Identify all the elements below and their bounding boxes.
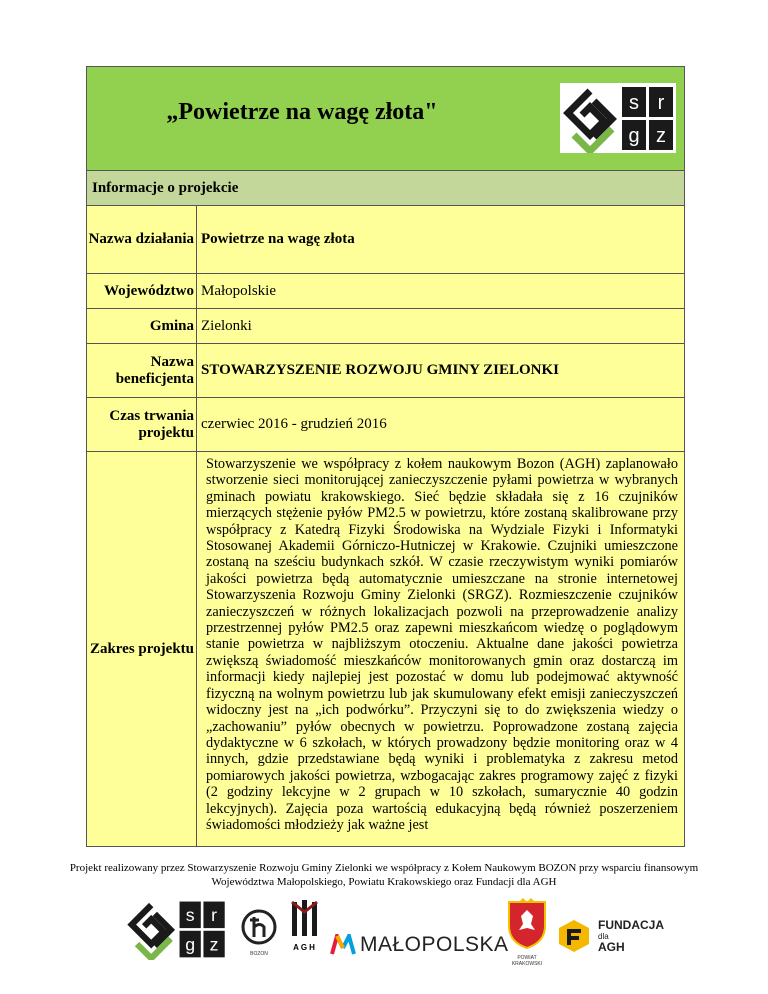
fundacja-line3: AGH: [598, 939, 625, 954]
value-gmina: Zielonki: [197, 309, 685, 344]
value-nazwa-dzialania: Powietrze na wagę złota: [197, 206, 685, 274]
label-czas-trwania: Czas trwania projektu: [87, 398, 197, 452]
footer-text: Projekt realizowany przez Stowarzyszenie Rozwoju Gminy Zielonki we współpracy z Kołem Naukowym BOZON przy wsparciu finansowym Województwa Małopolskiego, Powiatu Krakowskiego oraz Fundacji dla AGH: [69, 862, 699, 888]
scope-text: Stowarzyszenie we współpracy z kołem naukowym Bozon (AGH) zaplanowało stworzenie sieci monitorującej zanieczyszczenie pyłami powietrza w wybranych gminach powiatu krakowskiego. Sieć będzie składała się z 16 czujników mierzących stężenie pyłów PM2.5 w powietrzu, które zostaną skalibrowane przy współpracy z Katedrą Fizyki Środowiska na Wydziale Fizyki i Informatyki Stosowanej Akademii Górniczo-Hutniczej w Krakowie. Czujniki umieszczone zostaną na sześciu budynkach szkół. W czasie rzeczywistym wyniki pomiarów jakości powietrza będą automatycznie umieszczane na stronie internetowej Stowarzyszenia Rozwoju Gminy Zielonki (SRGZ). Rozmieszczenie czujników zanieczyszczeń w różnych lokalizacjach pozwoli na przeprowadzenie analizy przestrzennej pyłów PM2.5 oraz zapewni mieszkańcom wiedzę o poglądowym stanie powietrza w najbliższym otoczeniu. Aktualne dane jakości powietrza zwiększą świadomość mieszkańców monitorowanych gmin oraz dostarczą im informacji kiedy najlepiej jest pozostać w domu lub podejmować aktywność fizyczną na wolnym powietrzu lub jak skumulowany efekt emisji zanieczyszczeń widoczny jest na „ich podwórku”. Przyczyni się to do zwiększenia wiedzy o „zachowaniu” pyłów obecnych w powietrzu. Poprowadzone zostaną zajęcia dydaktyczne w 6 szkołach, w których prowadzony będzie monitoring oraz w 4 innych, gdzie przedstawiane będą wyniki i problematyka z zakresu metod pomiarowych jakości powietrza, wzbogacając zakres programowy zajęć z fizyki (2 godziny lekcyjne w 2 grupach w 10 szkołach, sumarycznie 40 godzin lekcyjnych). Zajęcia poza wartością edukacyjną będą również poszerzeniem świadomości młodzieży jak ważne jest: [206, 456, 678, 833]
agh-logo: [287, 898, 323, 952]
logo-letter-z: z: [656, 125, 666, 147]
powiat-logo: [505, 898, 549, 967]
section-header: Informacje o projekcie: [87, 171, 685, 206]
powiat-caption: POWIAT KRAKOWSKI: [511, 955, 543, 967]
label-nazwa-dzialania: Nazwa działania: [87, 206, 197, 274]
title-cell: [87, 67, 685, 171]
sponsor-logos: [0, 896, 768, 966]
bozon-icon: [240, 908, 278, 946]
value-czas-trwania: czerwiec 2016 - grudzień 2016: [197, 398, 685, 452]
malopolska-label: MAŁOPOLSKA: [360, 933, 509, 956]
malopolska-logo: [330, 932, 509, 958]
label-gmina: Gmina: [87, 309, 197, 344]
fundacja-line1: FUNDACJA: [598, 917, 664, 932]
footer-logo-letter-g: g: [185, 934, 196, 955]
project-info-table: [86, 66, 685, 847]
label-zakres: Zakres projektu: [87, 452, 197, 847]
logo-letter-r: r: [657, 92, 665, 114]
value-wojewodztwo: Małopolskie: [197, 274, 685, 309]
logo-letter-s: s: [629, 92, 639, 114]
logo-letter-g: g: [628, 125, 640, 147]
label-wojewodztwo: Województwo: [87, 274, 197, 309]
footer-logo-letter-z: z: [209, 934, 219, 955]
srgz-footer-logo: [124, 898, 228, 960]
fundacja-text: [598, 919, 664, 954]
footer-logo-letter-s: s: [185, 905, 195, 926]
footer-logo-letter-r: r: [211, 905, 218, 926]
coat-of-arms-icon: [505, 898, 549, 950]
agh-label: AGH: [293, 943, 317, 952]
bozon-caption: BOZON: [250, 951, 268, 957]
value-beneficjent: STOWARZYSZENIE ROZWOJU GMINY ZIELONKI: [197, 344, 685, 398]
agh-emblem-icon: [290, 898, 320, 938]
label-beneficjent: Nazwa beneficjenta: [87, 344, 197, 398]
srgz-logo: [560, 83, 676, 153]
project-title: „Powietrze na wagę złota": [166, 99, 438, 125]
fundacja-line2: dla: [598, 931, 609, 941]
malopolska-m-icon: [330, 934, 356, 956]
bozon-logo: [240, 908, 278, 957]
scope-cell: [197, 452, 685, 847]
fundacja-agh-logo: [556, 918, 664, 954]
fundacja-icon: [556, 918, 592, 954]
